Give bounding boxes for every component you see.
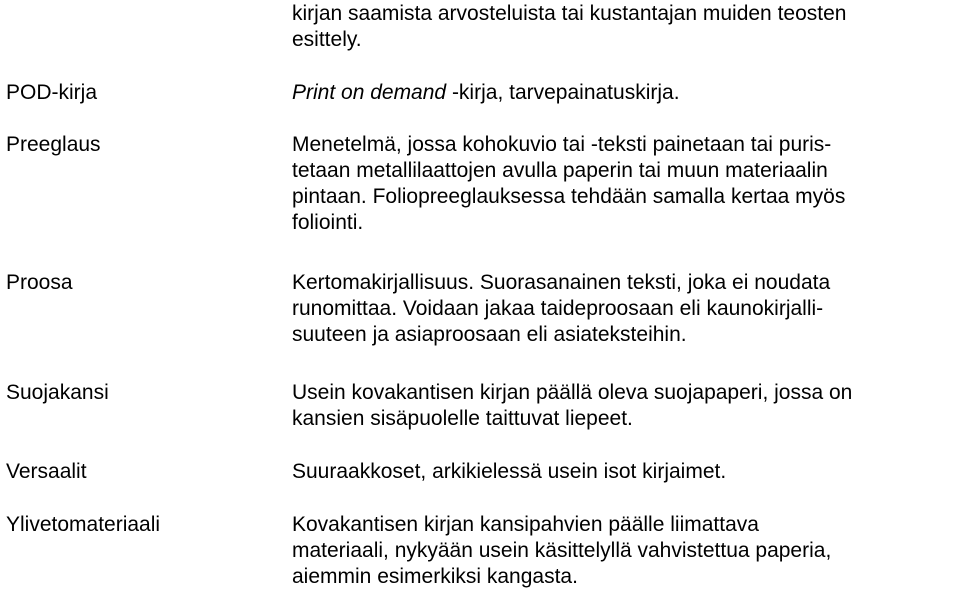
term-ylivetomateriaali: Ylivetomateriaali: [6, 513, 161, 536]
term-proosa: Proosa: [6, 271, 73, 294]
term-pod-kirja: POD-kirja: [6, 81, 98, 104]
term-preeglaus: Preeglaus: [6, 133, 101, 156]
definition-italic-phrase: Print on demand: [292, 81, 447, 104]
definition-line: Kovakantisen kirjan kansipahvien päälle liimattava: [292, 513, 759, 536]
definition-line: aiemmin esimerkiksi kangasta.: [292, 565, 578, 588]
definition-line: Suuraakkoset, arkikielessä usein isot kirjaimet.: [292, 460, 727, 483]
definition-line: runomittaa. Voidaan jakaa taideproosaan eli kaunokirjalli-: [292, 297, 824, 320]
definition-line: suuteen ja asiaproosaan eli asiateksteihin.: [292, 323, 687, 346]
definition-line: kirjan saamista arvosteluista tai kustantajan muiden teosten: [292, 2, 847, 25]
definition-pod-kirja: [292, 80, 680, 106]
definition-ylivetomateriaali: [292, 512, 831, 590]
definition-line: tetaan metallilaattojen avulla paperin tai muun materiaalin: [292, 159, 828, 182]
definition-line: foliointi.: [292, 211, 364, 234]
definition-line: [292, 80, 680, 106]
definition-line: kansien sisäpuolelle taittuvat liepeet.: [292, 407, 633, 430]
definition-preeglaus: [292, 132, 845, 236]
definition-line: materiaali, nykyään usein käsittelyllä vahvistettua paperia,: [292, 539, 832, 562]
definition-line: Menetelmä, jossa kohokuvio tai -teksti painetaan tai puris-: [292, 133, 832, 156]
term-versaalit: Versaalit: [6, 460, 87, 483]
definition-text: -kirja, tarvepainatuskirja.: [446, 81, 680, 104]
term-suojakansi: Suojakansi: [6, 381, 109, 404]
definition-line: esittely.: [292, 28, 362, 51]
definition-line: Usein kovakantisen kirjan päällä oleva suojapaperi, jossa on: [292, 381, 853, 404]
definition-versaalit: [292, 459, 726, 485]
definition-line: Kertomakirjallisuus. Suorasanainen teksti, joka ei noudata: [292, 271, 831, 294]
definition-continuation: [292, 1, 846, 53]
definition-line: pintaan. Foliopreeglauksessa tehdään samalla kertaa myös: [292, 185, 846, 208]
definition-suojakansi: [292, 380, 852, 432]
definition-proosa: [292, 270, 830, 348]
